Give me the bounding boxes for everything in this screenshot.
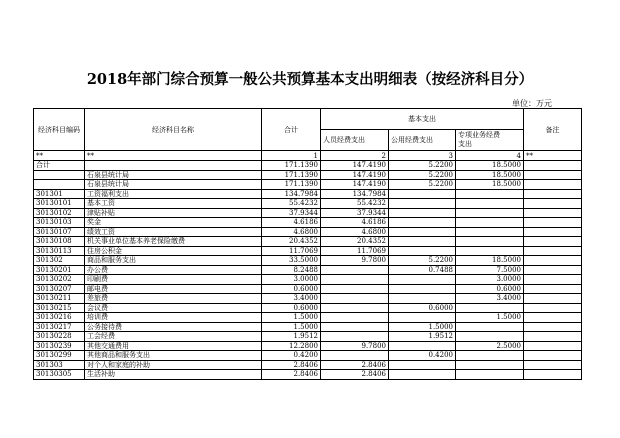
- row-remark: [524, 313, 582, 323]
- row-code: [34, 180, 85, 190]
- row-public: [389, 189, 456, 199]
- row-name: 对个人和家庭的补助: [85, 360, 262, 370]
- row-remark: [524, 332, 582, 342]
- row-name: 差旅费: [85, 294, 262, 304]
- table-row: [34, 161, 582, 171]
- table-row: [34, 199, 582, 209]
- row-public: [389, 237, 456, 247]
- row-special: [456, 360, 524, 370]
- row-total: 33.5000: [262, 256, 321, 266]
- row-special: 1.5000: [456, 313, 524, 323]
- row-remark: [524, 170, 582, 180]
- row-name: 津贴补贴: [85, 208, 262, 218]
- row-name: 机关事业单位基本养老保险缴费: [85, 237, 262, 247]
- row-remark: [524, 237, 582, 247]
- row-public: [389, 208, 456, 218]
- table-row: [34, 370, 582, 380]
- header-code: 经济科目编码: [34, 109, 85, 151]
- row-public: 5.2200: [389, 170, 456, 180]
- table-row: [34, 284, 582, 294]
- row-public: [389, 199, 456, 209]
- row-code: 30130239: [34, 341, 85, 351]
- row-code: 30130202: [34, 275, 85, 285]
- row-special: 2.5000: [456, 341, 524, 351]
- row-remark: [524, 294, 582, 304]
- row-code: 30130103: [34, 218, 85, 228]
- row-total: 3.0000: [262, 275, 321, 285]
- row-name: 办公费: [85, 265, 262, 275]
- row-name: 工资福利支出: [85, 189, 262, 199]
- row-code: 30130215: [34, 303, 85, 313]
- row-remark: [524, 218, 582, 228]
- seq-cell: 4: [456, 151, 524, 161]
- row-remark: [524, 199, 582, 209]
- table-row: [34, 180, 582, 190]
- row-special: 3.0000: [456, 275, 524, 285]
- header-public: 公用经费支出: [389, 130, 456, 151]
- row-total: 1.5000: [262, 322, 321, 332]
- row-public: 1.5000: [389, 322, 456, 332]
- row-personnel: 147.4190: [321, 180, 389, 190]
- budget-table: [33, 108, 582, 380]
- row-code: 30130305: [34, 370, 85, 380]
- seq-cell: 2: [321, 151, 389, 161]
- row-remark: [524, 246, 582, 256]
- row-code: 30130207: [34, 284, 85, 294]
- row-special: [456, 218, 524, 228]
- row-special: [456, 246, 524, 256]
- row-personnel: 134.7984: [321, 189, 389, 199]
- row-special: [456, 227, 524, 237]
- row-remark: [524, 275, 582, 285]
- row-remark: [524, 180, 582, 190]
- row-remark: [524, 370, 582, 380]
- row-special: [456, 237, 524, 247]
- row-special: [456, 322, 524, 332]
- table-row: [34, 341, 582, 351]
- row-code: 30130113: [34, 246, 85, 256]
- row-special: 18.5000: [456, 180, 524, 190]
- table-row: [34, 246, 582, 256]
- row-personnel: 9.7800: [321, 256, 389, 266]
- row-special: 18.5000: [456, 161, 524, 171]
- table-row: [34, 294, 582, 304]
- row-remark: [524, 227, 582, 237]
- row-personnel: 4.6186: [321, 218, 389, 228]
- row-special: [456, 189, 524, 199]
- row-remark: [524, 189, 582, 199]
- row-total: 20.4352: [262, 237, 321, 247]
- row-remark: [524, 256, 582, 266]
- row-special: 7.5000: [456, 265, 524, 275]
- row-personnel: 147.4190: [321, 170, 389, 180]
- seq-cell: 3: [389, 151, 456, 161]
- table-row: [34, 218, 582, 228]
- row-personnel: [321, 284, 389, 294]
- row-total: 2.8406: [262, 370, 321, 380]
- row-public: [389, 360, 456, 370]
- row-public: [389, 275, 456, 285]
- table-row: [34, 227, 582, 237]
- row-personnel: 2.8406: [321, 360, 389, 370]
- table-row: [34, 332, 582, 342]
- row-public: 5.2200: [389, 256, 456, 266]
- row-name: [85, 161, 262, 171]
- row-public: 0.6000: [389, 303, 456, 313]
- row-personnel: [321, 351, 389, 361]
- sequence-row: [34, 151, 582, 161]
- header-special-text: 专项业务经费支出: [458, 131, 500, 148]
- row-total: 12.2800: [262, 341, 321, 351]
- row-personnel: 55.4232: [321, 199, 389, 209]
- seq-cell: **: [524, 151, 582, 161]
- row-public: 1.9512: [389, 332, 456, 342]
- row-personnel: [321, 322, 389, 332]
- row-name: 绩效工资: [85, 227, 262, 237]
- row-code: 301302: [34, 256, 85, 266]
- row-remark: [524, 360, 582, 370]
- row-personnel: 20.4352: [321, 237, 389, 247]
- row-public: [389, 313, 456, 323]
- row-name: 会议费: [85, 303, 262, 313]
- row-code: 30130216: [34, 313, 85, 323]
- row-remark: [524, 351, 582, 361]
- table-row: [34, 313, 582, 323]
- row-remark: [524, 161, 582, 171]
- row-code: 30130228: [34, 332, 85, 342]
- unit-label: 单位：万元: [512, 99, 552, 108]
- row-personnel: 4.6800: [321, 227, 389, 237]
- row-total: 1.5000: [262, 313, 321, 323]
- table-row: [34, 208, 582, 218]
- row-name: 基本工资: [85, 199, 262, 209]
- row-code: 30130217: [34, 322, 85, 332]
- row-code: [34, 170, 85, 180]
- table-row: [34, 351, 582, 361]
- table-row: [34, 303, 582, 313]
- row-code: 30130108: [34, 237, 85, 247]
- table-row: [34, 170, 582, 180]
- row-public: [389, 370, 456, 380]
- row-public: [389, 341, 456, 351]
- row-public: [389, 227, 456, 237]
- row-code: 301303: [34, 360, 85, 370]
- row-total: 37.9344: [262, 208, 321, 218]
- row-remark: [524, 208, 582, 218]
- row-total: 3.4000: [262, 294, 321, 304]
- row-name: 公务接待费: [85, 322, 262, 332]
- table-row: [34, 275, 582, 285]
- row-special: [456, 303, 524, 313]
- row-total: 171.1390: [262, 161, 321, 171]
- row-public: 0.7488: [389, 265, 456, 275]
- table-row: [34, 189, 582, 199]
- row-special: [456, 332, 524, 342]
- row-personnel: [321, 332, 389, 342]
- row-special: 18.5000: [456, 170, 524, 180]
- row-public: 5.2200: [389, 180, 456, 190]
- row-name: 邮电费: [85, 284, 262, 294]
- row-remark: [524, 341, 582, 351]
- row-name: 其他商品和服务支出: [85, 351, 262, 361]
- row-special: 18.5000: [456, 256, 524, 266]
- row-remark: [524, 303, 582, 313]
- row-remark: [524, 322, 582, 332]
- row-code: 合计: [34, 161, 85, 171]
- row-special: 3.4000: [456, 294, 524, 304]
- row-name: 其他交通费用: [85, 341, 262, 351]
- row-code: 301301: [34, 189, 85, 199]
- row-total: 2.8406: [262, 360, 321, 370]
- row-personnel: 2.8406: [321, 370, 389, 380]
- row-code: 30130107: [34, 227, 85, 237]
- row-special: 0.6000: [456, 284, 524, 294]
- row-personnel: [321, 275, 389, 285]
- row-personnel: [321, 303, 389, 313]
- row-total: 8.2488: [262, 265, 321, 275]
- row-remark: [524, 265, 582, 275]
- row-total: 11.7069: [262, 246, 321, 256]
- header-personnel: 人员经费支出: [321, 130, 389, 151]
- row-code: 30130102: [34, 208, 85, 218]
- row-public: [389, 246, 456, 256]
- table-row: [34, 360, 582, 370]
- table-row: [34, 265, 582, 275]
- seq-cell: **: [85, 151, 262, 161]
- row-total: 0.4200: [262, 351, 321, 361]
- row-code: 30130201: [34, 265, 85, 275]
- row-total: 171.1390: [262, 170, 321, 180]
- row-special: [456, 199, 524, 209]
- row-total: 4.6800: [262, 227, 321, 237]
- row-personnel: 9.7800: [321, 341, 389, 351]
- row-total: 55.4232: [262, 199, 321, 209]
- row-code: 30130101: [34, 199, 85, 209]
- row-total: 0.6000: [262, 303, 321, 313]
- row-personnel: [321, 313, 389, 323]
- row-public: [389, 218, 456, 228]
- row-personnel: [321, 294, 389, 304]
- table-row: [34, 322, 582, 332]
- row-name: 石泉县统计局: [85, 180, 262, 190]
- table-title: 2018年部门综合预算一般公共预算基本支出明细表（按经济科目分）: [86, 71, 534, 88]
- row-public: [389, 284, 456, 294]
- header-basic: 基本支出: [321, 109, 524, 130]
- row-personnel: 11.7069: [321, 246, 389, 256]
- row-personnel: 147.4190: [321, 161, 389, 171]
- row-code: 30130211: [34, 294, 85, 304]
- row-personnel: 37.9344: [321, 208, 389, 218]
- row-special: [456, 208, 524, 218]
- row-name: 印刷费: [85, 275, 262, 285]
- row-public: [389, 294, 456, 304]
- table-row: [34, 237, 582, 247]
- header-total: 合计: [262, 109, 321, 151]
- header-name: 经济科目名称: [85, 109, 262, 151]
- row-total: 171.1390: [262, 180, 321, 190]
- row-code: 30130299: [34, 351, 85, 361]
- row-name: 奖金: [85, 218, 262, 228]
- row-public: 0.4200: [389, 351, 456, 361]
- row-name: 石泉县统计局: [85, 170, 262, 180]
- table-row: [34, 256, 582, 266]
- row-name: 生活补助: [85, 370, 262, 380]
- row-total: 134.7984: [262, 189, 321, 199]
- row-name: 住房公积金: [85, 246, 262, 256]
- header-special: [456, 130, 524, 151]
- row-remark: [524, 284, 582, 294]
- row-total: 0.6000: [262, 284, 321, 294]
- row-name: 培训费: [85, 313, 262, 323]
- row-name: 商品和服务支出: [85, 256, 262, 266]
- seq-cell: **: [34, 151, 85, 161]
- row-special: [456, 370, 524, 380]
- row-special: [456, 351, 524, 361]
- header-remark: 备注: [524, 109, 582, 151]
- row-total: 4.6186: [262, 218, 321, 228]
- row-personnel: [321, 265, 389, 275]
- row-public: 5.2200: [389, 161, 456, 171]
- row-total: 1.9512: [262, 332, 321, 342]
- row-name: 工会经费: [85, 332, 262, 342]
- seq-cell: 1: [262, 151, 321, 161]
